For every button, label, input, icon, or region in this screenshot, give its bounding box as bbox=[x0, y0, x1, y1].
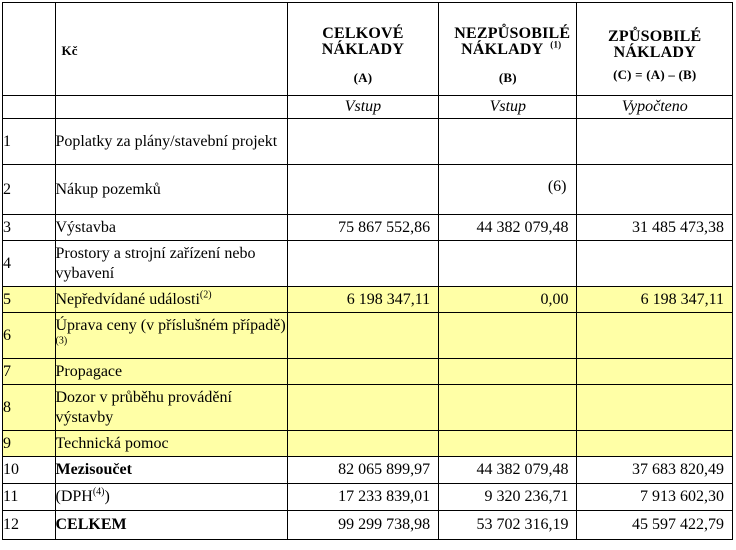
row-value-b: 53 702 316,19 bbox=[439, 511, 577, 540]
row-label-cell bbox=[55, 484, 287, 511]
row-value-a: 6 198 347,11 bbox=[287, 287, 438, 313]
row-number: 9 bbox=[3, 431, 56, 457]
row-value-c: 45 597 422,79 bbox=[577, 511, 733, 540]
col-c-header bbox=[577, 3, 733, 96]
row-value-a: 99 299 738,98 bbox=[287, 511, 438, 540]
table-row-total bbox=[3, 511, 733, 540]
row-label: Nepředvídané události bbox=[55, 290, 200, 308]
row-value-a bbox=[287, 119, 438, 165]
col-a-code: (A) bbox=[353, 70, 373, 85]
row-number: 11 bbox=[3, 484, 56, 511]
row-value-b bbox=[439, 241, 577, 287]
row-value-c bbox=[577, 119, 733, 165]
row-value-c bbox=[577, 359, 733, 385]
col-a-header bbox=[287, 3, 438, 96]
row-number: 5 bbox=[3, 287, 56, 313]
table-row bbox=[3, 484, 733, 511]
row-note: (2) bbox=[199, 289, 212, 301]
row-label-cell bbox=[55, 313, 287, 359]
row-label: CELKEM bbox=[55, 511, 287, 540]
row-value-c bbox=[577, 385, 733, 431]
table-row bbox=[3, 287, 733, 313]
subheader-b: Vstup bbox=[439, 96, 577, 119]
row-value-c: 37 683 820,49 bbox=[577, 457, 733, 484]
row-value-b: 44 382 079,48 bbox=[439, 215, 577, 241]
table-row bbox=[3, 313, 733, 359]
row-value-b: 0,00 bbox=[439, 287, 577, 313]
row-number: 3 bbox=[3, 215, 56, 241]
row-number: 8 bbox=[3, 385, 56, 431]
row-value-a bbox=[287, 313, 438, 359]
cost-table bbox=[2, 2, 733, 540]
row-value-b: 44 382 079,48 bbox=[439, 457, 577, 484]
row-value-a bbox=[287, 165, 438, 215]
row-note: (4) bbox=[92, 486, 105, 498]
row-label-post: ) bbox=[104, 488, 110, 505]
row-label: Prostory a strojní zařízení nebo vybavení bbox=[55, 241, 287, 287]
row-label-pre: (DPH bbox=[55, 488, 93, 505]
subheader-row bbox=[3, 96, 733, 119]
row-number: 7 bbox=[3, 359, 56, 385]
row-number: 6 bbox=[3, 313, 56, 359]
table-row bbox=[3, 119, 733, 165]
subheader-c: Vypočteno bbox=[577, 96, 733, 119]
col-c-title-1: ZPŮSOBILÉ bbox=[608, 28, 702, 45]
row-label-cell bbox=[55, 287, 287, 313]
row-value-a: 75 867 552,86 bbox=[287, 215, 438, 241]
row-value-b bbox=[439, 359, 577, 385]
row-value-c bbox=[577, 165, 733, 215]
subheader-a: Vstup bbox=[287, 96, 438, 119]
col-c-title-2: NÁKLADY bbox=[613, 44, 696, 61]
row-label: Nákup pozemků bbox=[55, 165, 287, 215]
row-number: 1 bbox=[3, 119, 56, 165]
row-value-c: 31 485 473,38 bbox=[577, 215, 733, 241]
row-value-a bbox=[287, 241, 438, 287]
table-row bbox=[3, 241, 733, 287]
col-a-title: CELKOVÉ NÁKLADY bbox=[321, 25, 405, 58]
row-note-b: (6) bbox=[439, 165, 577, 215]
row-label: Úprava ceny (v příslušném případě) bbox=[55, 316, 286, 334]
row-label: Poplatky za plány/stavební projekt bbox=[55, 119, 287, 165]
header-blank-cell bbox=[3, 3, 56, 96]
table-row bbox=[3, 457, 733, 484]
row-value-c: 6 198 347,11 bbox=[577, 287, 733, 313]
row-value-b: 9 320 236,71 bbox=[439, 484, 577, 511]
currency-header: Kč bbox=[55, 3, 287, 96]
row-label: Dozor v průběhu provádění výstavby bbox=[55, 385, 287, 431]
row-value-c bbox=[577, 241, 733, 287]
row-number: 10 bbox=[3, 457, 56, 484]
row-value-c bbox=[577, 313, 733, 359]
col-b-note: (1) bbox=[550, 39, 562, 50]
row-label: Technická pomoc bbox=[55, 431, 287, 457]
col-c-code: (C) = (A) – (B) bbox=[613, 67, 697, 82]
row-value-a: 82 065 899,97 bbox=[287, 457, 438, 484]
col-b-header bbox=[439, 3, 577, 96]
row-label: Propagace bbox=[55, 359, 287, 385]
row-value-a bbox=[287, 385, 438, 431]
table-row bbox=[3, 431, 733, 457]
row-value-b bbox=[439, 119, 577, 165]
row-value-a bbox=[287, 359, 438, 385]
row-number: 12 bbox=[3, 511, 56, 540]
row-value-a: 17 233 839,01 bbox=[287, 484, 438, 511]
row-value-c: 7 913 602,30 bbox=[577, 484, 733, 511]
col-b-title: NEZPŮSOBILÉ NÁKLADY bbox=[454, 25, 571, 58]
row-value-b bbox=[439, 385, 577, 431]
row-value-a bbox=[287, 431, 438, 457]
table-row bbox=[3, 385, 733, 431]
table-row bbox=[3, 359, 733, 385]
col-b-code: (B) bbox=[498, 70, 517, 85]
table-row bbox=[3, 215, 733, 241]
row-value-b bbox=[439, 431, 577, 457]
header-row bbox=[3, 3, 733, 96]
row-number: 4 bbox=[3, 241, 56, 287]
row-value-b bbox=[439, 313, 577, 359]
row-label: Výstavba bbox=[55, 215, 287, 241]
row-value-c bbox=[577, 431, 733, 457]
row-label: Mezisoučet bbox=[55, 457, 287, 484]
row-number: 2 bbox=[3, 165, 56, 215]
row-note: (3) bbox=[55, 335, 68, 347]
table-row bbox=[3, 165, 733, 215]
